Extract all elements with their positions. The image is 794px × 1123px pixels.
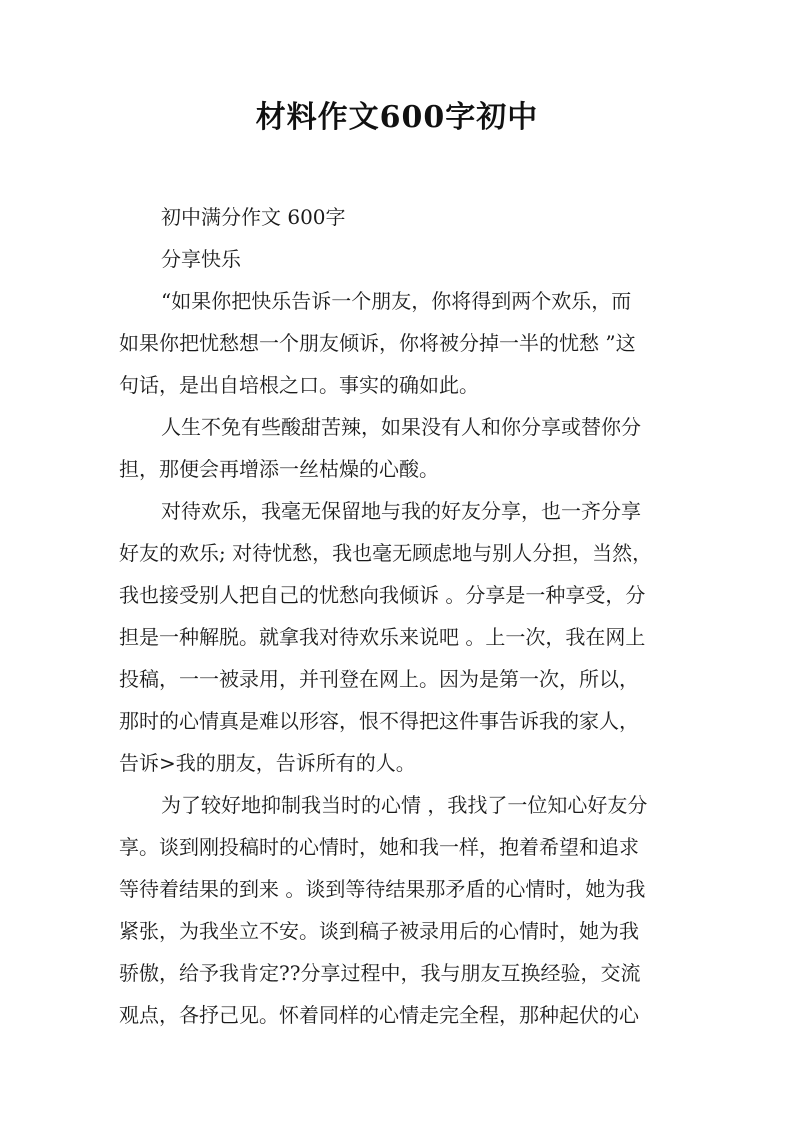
body-line: 担是一种解脱。就拿我对待欢乐来说吧 。上一次，我在网上: [119, 625, 646, 649]
body-line: 我也接受别人把自己的忧愁向我倾诉 。分享是一种享受，分: [119, 583, 646, 607]
body-line: 句话，是出自培根之口。事实的确如此。: [119, 373, 479, 397]
body-line: 告诉>我的朋友，告诉所有的人。: [119, 751, 416, 775]
document-title: 材料作文600字初中: [255, 100, 539, 135]
body-line: 担，那便会再增添一丝枯燥的心酸。: [119, 457, 439, 481]
body-line: 紧张，为我坐立不安。谈到稿子被录用后的心情时，她为我: [119, 919, 639, 943]
body-line: 骄傲，给予我肯定??分享过程中，我与朋友互换经验，交流: [119, 961, 641, 985]
body-line: 对待欢乐，我毫无保留地与我的好友分享，也一齐分享: [161, 499, 641, 523]
body-line: 投稿，一一被录用，并刊登在网上。因为是第一次，所以，: [119, 667, 639, 691]
body-line: 享。谈到刚投稿时的心情时，她和我一样，抱着希望和追求: [119, 835, 639, 859]
body-line: 初中满分作文 600字: [161, 205, 346, 229]
body-line: 分享快乐: [161, 247, 241, 271]
body-line: 好友的欢乐; 对待忧愁，我也毫无顾虑地与别人分担，当然，: [119, 541, 653, 565]
body-line: 人生不免有些酸甜苦辣，如果没有人和你分享或替你分: [161, 415, 641, 439]
body-line: 如果你把忧愁想一个朋友倾诉，你将被分掉一半的忧愁 ”这: [119, 331, 636, 355]
body-line: “如果你把快乐告诉一个朋友，你将得到两个欢乐，而: [161, 289, 632, 313]
document-body: [119, 196, 679, 1036]
body-line: 为了较好地抑制我当时的心情 ，我找了一位知心好友分: [161, 793, 648, 817]
body-line: 那时的心情真是难以形容，恨不得把这件事告诉我的家人，: [119, 709, 639, 733]
body-line: 观点，各抒己见。怀着同样的心情走完全程，那种起伏的心: [119, 1003, 639, 1027]
body-line: 等待着结果的到来 。谈到等待结果那矛盾的心情时，她为我: [119, 877, 646, 901]
